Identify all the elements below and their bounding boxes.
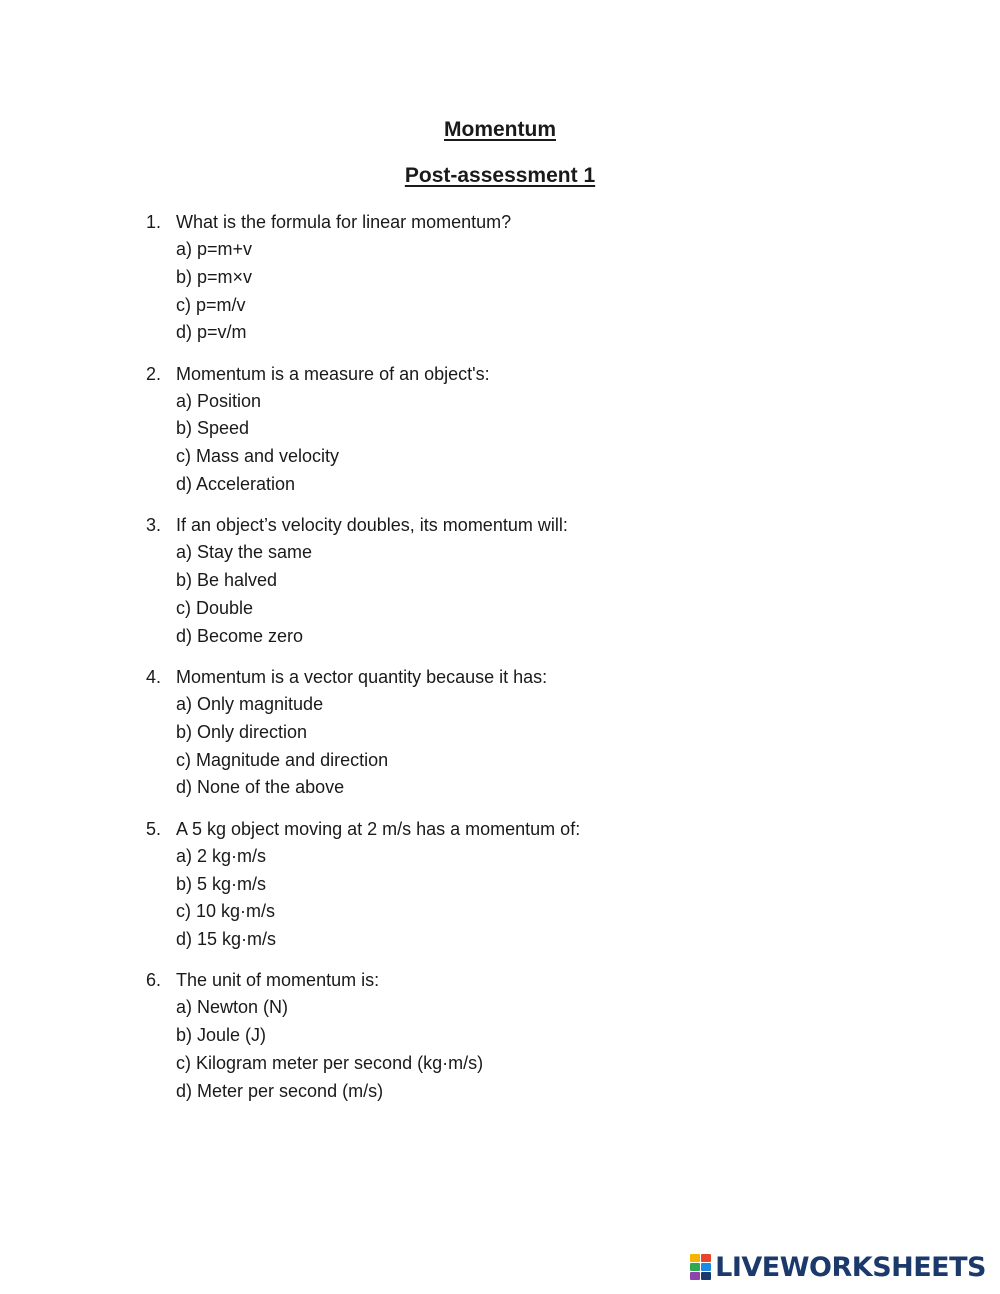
question-4-line <box>146 663 846 691</box>
question-1-option-a: a) p=m+v <box>176 239 253 259</box>
question-2-line <box>146 360 846 388</box>
question-6 <box>146 966 846 1105</box>
question-4-text: Momentum is a vector quantity because it has: <box>176 667 548 688</box>
question-5-option-c: c) 10 kg·m/s <box>176 901 276 922</box>
question-3-option-b: b) Be halved <box>176 570 278 591</box>
question-3-text: If an object’s velocity doubles, its momentum will: <box>176 515 568 536</box>
question-2 <box>146 360 846 499</box>
question-6-number: 6. <box>146 970 162 991</box>
question-4-option-a: a) Only magnitude <box>176 694 324 715</box>
liveworksheets-logo-text: LIVEWORKSHEETS <box>715 1251 986 1283</box>
question-1 <box>146 208 846 347</box>
question-5-option-d: d) 15 kg·m/s <box>176 929 277 950</box>
question-2-option-a: a) Position <box>176 390 262 411</box>
question-6-option-c: c) Kilogram meter per second (kg·m/s) <box>176 1053 484 1074</box>
question-3-line <box>146 511 846 539</box>
question-3 <box>146 511 846 650</box>
question-4-option-d: d) None of the above <box>176 777 345 798</box>
liveworksheets-logo <box>690 1252 986 1282</box>
logo-tile-6 <box>701 1272 711 1280</box>
question-2-option-d: d) Acceleration <box>176 474 296 495</box>
question-5-option-a: a) 2 kg·m/s <box>176 845 267 866</box>
question-4-option-c: c) Magnitude and direction <box>176 749 389 770</box>
question-2-option-b: b) Speed <box>176 418 250 439</box>
question-5-line <box>146 815 846 843</box>
question-list <box>146 208 846 1118</box>
question-3-option-d: d) Become zero <box>176 625 304 646</box>
logo-tile-2 <box>701 1254 711 1262</box>
question-5-text: A 5 kg object moving at 2 m/s has a momentum of: <box>176 818 581 839</box>
question-4-option-b: b) Only direction <box>176 721 308 742</box>
question-1-line <box>146 208 846 236</box>
question-2-option-c: c) Mass and velocity <box>176 446 340 467</box>
question-4 <box>146 663 846 802</box>
question-1-option-b: b) p=m×v <box>176 266 253 287</box>
question-6-line <box>146 966 846 994</box>
question-1-text: What is the formula for linear momentum? <box>176 212 512 232</box>
question-2-text: Momentum is a measure of an object's: <box>176 363 490 384</box>
question-1-option-c: c) p=m/v <box>176 294 246 315</box>
question-6-option-d: d) Meter per second (m/s) <box>176 1080 384 1101</box>
logo-tile-3 <box>690 1263 700 1271</box>
question-3-option-c: c) Double <box>176 597 254 618</box>
question-6-option-a: a) Newton (N) <box>176 997 289 1018</box>
question-6-option-b: b) Joule (J) <box>176 1025 267 1046</box>
page-title: Momentum <box>444 118 556 141</box>
question-3-option-a: a) Stay the same <box>176 542 313 563</box>
question-1-number: 1. <box>146 212 162 232</box>
question-5-number: 5. <box>146 818 162 839</box>
logo-tile-1 <box>690 1254 700 1262</box>
question-2-number: 2. <box>146 363 162 384</box>
question-5 <box>146 815 846 954</box>
logo-tile-4 <box>701 1263 711 1271</box>
question-1-option-d: d) p=v/m <box>176 322 247 343</box>
question-6-text: The unit of momentum is: <box>176 970 380 991</box>
question-3-number: 3. <box>146 515 162 536</box>
question-5-option-b: b) 5 kg·m/s <box>176 873 267 894</box>
question-4-number: 4. <box>146 667 162 688</box>
page-subtitle: Post-assessment 1 <box>404 164 596 187</box>
liveworksheets-logo-icon <box>690 1254 712 1280</box>
logo-tile-5 <box>690 1272 700 1280</box>
